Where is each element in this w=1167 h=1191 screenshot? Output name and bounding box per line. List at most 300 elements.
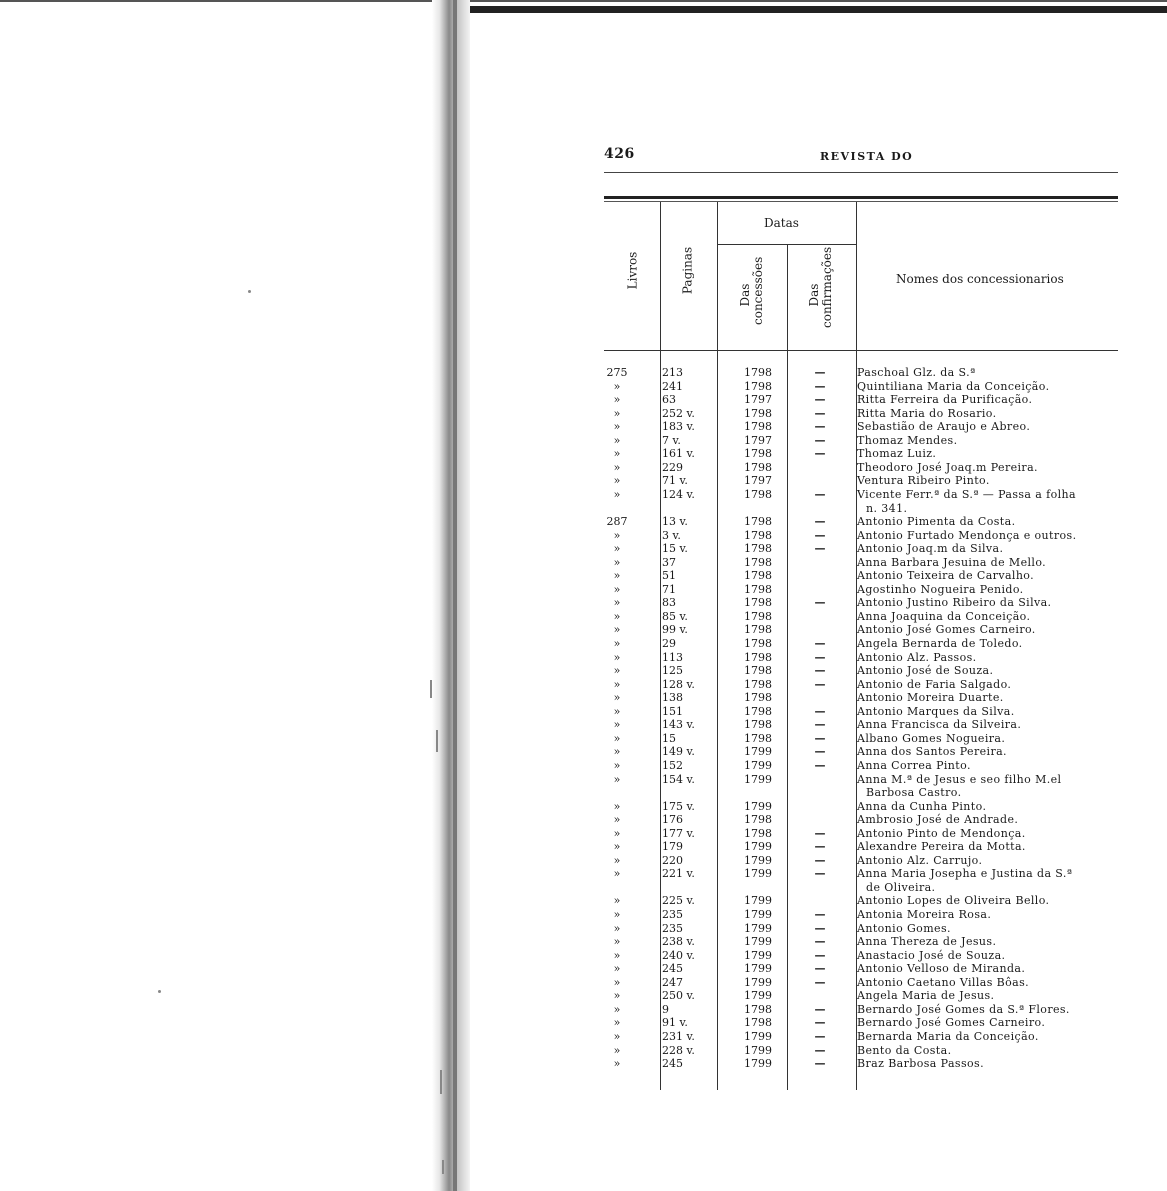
cell-livro: » — [613, 826, 621, 840]
cell-nome: Anna Maria Josepha e Justina da S.ª — [857, 867, 1073, 881]
table-row — [604, 678, 1118, 692]
table-row — [604, 840, 1118, 854]
cell-pagina: 3 v. — [662, 528, 681, 542]
cell-concessao: 1799 — [744, 962, 772, 976]
scan-top-edge — [0, 0, 1167, 2]
cell-livro: » — [613, 569, 621, 583]
cell-livro: » — [613, 853, 621, 867]
cell-livro: » — [613, 704, 621, 718]
cell-nome: Antonio Velloso de Miranda. — [857, 962, 1026, 976]
cell-pagina: 245 — [662, 962, 683, 976]
table-row — [604, 596, 1118, 610]
cell-nome: Angela Maria de Jesus. — [857, 989, 995, 1003]
cell-livro: » — [613, 420, 621, 434]
cell-livro: » — [613, 609, 621, 623]
cell-concessao: 1798 — [744, 487, 772, 501]
cell-confirmacao: — — [814, 935, 826, 949]
cell-nome: Vicente Ferr.ª da S.ª — Passa a folha — [857, 487, 1076, 501]
cell-confirmacao: — — [814, 1057, 826, 1071]
cell-livro: 275 — [606, 366, 628, 379]
table-row — [604, 1057, 1118, 1071]
cell-livro: » — [613, 650, 621, 664]
cell-pagina: 125 — [662, 664, 683, 678]
cell-pagina: 238 v. — [662, 935, 695, 949]
cell-concessao: 1799 — [744, 989, 772, 1003]
table-row — [604, 651, 1118, 665]
cell-nome: Antonio Furtado Mendonça e outros. — [857, 528, 1077, 542]
cell-confirmacao: — — [814, 528, 826, 542]
cell-concessao: 1798 — [744, 718, 772, 732]
header-rule — [604, 172, 1118, 173]
cell-livro: » — [613, 582, 621, 596]
scan-top-border — [440, 6, 1167, 13]
cell-livro: » — [613, 758, 621, 772]
cell-confirmacao: — — [814, 948, 826, 962]
cell-pagina: 85 v. — [662, 609, 688, 623]
running-title: REVISTA DO — [820, 150, 914, 163]
table-row — [604, 976, 1118, 990]
cell-livro: 287 — [606, 515, 628, 529]
cell-nome: Antonio Pinto de Mendonça. — [857, 826, 1026, 840]
cell-concessao: 1798 — [744, 528, 772, 542]
cell-concessao: 1798 — [744, 582, 772, 596]
cell-livro: » — [613, 989, 621, 1003]
cell-pagina: 231 v. — [662, 1029, 695, 1043]
cell-concessao: 1798 — [744, 460, 772, 474]
cell-concessao: 1798 — [744, 691, 772, 705]
cell-nome: Sebastião de Araujo e Abreo. — [857, 420, 1031, 434]
cell-livro: » — [613, 975, 621, 989]
table-row — [604, 962, 1118, 976]
table-row — [604, 474, 1118, 488]
table-row — [604, 434, 1118, 448]
cell-confirmacao: — — [814, 962, 826, 976]
datas-subrule — [717, 244, 856, 245]
cell-nome: Anna da Cunha Pinto. — [857, 799, 987, 813]
cell-confirmacao: — — [814, 542, 826, 556]
cell-nome: Anna Francisca da Silveira. — [857, 718, 1022, 732]
cell-livro: » — [613, 908, 621, 921]
cell-confirmacao: — — [814, 1002, 826, 1016]
cell-nome: Ritta Maria do Rosario. — [857, 406, 997, 420]
cell-pagina: 113 — [662, 650, 683, 664]
cell-pagina: 29 — [662, 637, 676, 650]
cell-nome: Antonio Lopes de Oliveira Bello. — [857, 894, 1050, 908]
table-row — [604, 515, 1118, 529]
cell-confirmacao: — — [814, 745, 826, 759]
cell-nome: Antonio José de Souza. — [857, 664, 994, 678]
table-row — [604, 732, 1118, 746]
cell-livro: » — [613, 623, 621, 637]
cell-nome: Anna Barbara Jesuina de Mello. — [857, 555, 1047, 569]
cell-livro: » — [613, 772, 621, 786]
cell-concessao: 1798 — [744, 677, 772, 691]
cell-pagina: 91 v. — [662, 1016, 688, 1030]
cell-confirmacao: — — [814, 447, 826, 461]
cell-pagina: 225 v. — [662, 894, 695, 908]
table-row — [604, 610, 1118, 624]
cell-concessao: 1797 — [744, 393, 772, 407]
cell-concessao: 1799 — [744, 1043, 772, 1057]
cell-confirmacao: — — [814, 596, 826, 610]
cell-pagina: 37 — [662, 555, 676, 569]
cell-livro: » — [613, 677, 621, 691]
cell-nome: Ambrosio José de Andrade. — [857, 813, 1019, 827]
cell-confirmacao: — — [814, 1029, 826, 1043]
cell-concessao: 1797 — [744, 474, 772, 488]
cell-confirmacao: — — [814, 826, 826, 840]
cell-livro: » — [613, 379, 621, 393]
cell-nome: Anna Thereza de Jesus. — [857, 935, 997, 949]
table-row — [604, 827, 1118, 841]
cell-pagina: 220 — [662, 853, 683, 867]
table-row — [604, 1044, 1118, 1058]
cell-confirmacao: — — [814, 379, 826, 393]
cell-pagina: 213 — [662, 366, 683, 379]
table-row — [604, 393, 1118, 407]
cell-pagina: 247 — [662, 975, 683, 989]
table-row — [604, 894, 1118, 908]
cell-livro: » — [613, 962, 621, 976]
cell-nome: Antonio Caetano Villas Bôas. — [857, 975, 1030, 989]
header-datas: Datas — [764, 216, 799, 230]
cell-concessao: 1798 — [744, 609, 772, 623]
cell-confirmacao: — — [814, 393, 826, 407]
cell-concessao: 1799 — [744, 745, 772, 759]
table-row — [604, 935, 1118, 949]
cell-livro: » — [613, 487, 621, 501]
cell-nome: Braz Barbosa Passos. — [857, 1057, 984, 1071]
cell-pagina: 99 v. — [662, 623, 688, 637]
cell-nome: Anna dos Santos Pereira. — [857, 745, 1007, 759]
cell-livro: » — [613, 1029, 621, 1043]
cell-concessao: 1799 — [744, 758, 772, 772]
cell-livro: » — [613, 460, 621, 474]
table-top-rule — [604, 196, 1118, 199]
table-row — [604, 637, 1118, 651]
cell-concessao: 1798 — [744, 515, 772, 529]
cell-concessao: 1798 — [744, 704, 772, 718]
cell-livro: » — [613, 1057, 621, 1071]
table-row — [604, 366, 1118, 380]
cell-confirmacao: — — [814, 406, 826, 420]
cell-confirmacao: — — [814, 908, 826, 921]
cell-confirmacao: — — [814, 433, 826, 447]
table-row — [604, 529, 1118, 543]
cell-livro: » — [613, 555, 621, 569]
cell-livro: » — [613, 664, 621, 678]
cell-livro: » — [613, 935, 621, 949]
cell-pagina: 13 v. — [662, 515, 688, 529]
cell-livro: » — [613, 1016, 621, 1030]
cell-livro: » — [613, 691, 621, 705]
cell-confirmacao: — — [814, 704, 826, 718]
cell-nome: Anna M.ª de Jesus e seo filho M.el — [857, 772, 1062, 786]
cell-pagina: 161 v. — [662, 447, 695, 461]
cell-pagina: 228 v. — [662, 1043, 695, 1057]
cell-nome-continuation: n. 341. — [866, 501, 908, 515]
scan-edge-mark — [442, 1160, 444, 1174]
cell-nome-continuation: Barbosa Castro. — [866, 786, 962, 800]
cell-pagina: 15 — [662, 731, 676, 745]
cell-concessao: 1799 — [744, 1057, 772, 1071]
cell-concessao: 1798 — [744, 731, 772, 745]
cell-nome: Bento da Costa. — [857, 1043, 952, 1057]
table-row — [604, 420, 1118, 434]
cell-concessao: 1798 — [744, 664, 772, 678]
table-row — [604, 813, 1118, 827]
cell-livro: » — [613, 718, 621, 732]
cell-pagina: 229 — [662, 460, 683, 474]
table-row — [604, 447, 1118, 461]
table-row — [604, 759, 1118, 773]
cell-concessao: 1798 — [744, 813, 772, 827]
cell-pagina: 151 — [662, 704, 683, 718]
cell-livro: » — [613, 799, 621, 813]
table-row — [604, 1003, 1118, 1017]
cell-nome: Anastacio José de Souza. — [857, 948, 1006, 962]
cell-nome: Anna Joaquina da Conceição. — [857, 609, 1031, 623]
cell-pagina: 235 — [662, 908, 683, 921]
cell-confirmacao: — — [814, 975, 826, 989]
header-livros: Livros — [625, 251, 640, 290]
cell-livro: » — [613, 528, 621, 542]
table-row — [604, 705, 1118, 719]
cell-pagina: 63 — [662, 393, 676, 407]
cell-concessao: 1798 — [744, 555, 772, 569]
cell-concessao: 1799 — [744, 867, 772, 881]
cell-nome: Bernardo José Gomes Carneiro. — [857, 1016, 1046, 1030]
cell-nome: Angela Bernarda de Toledo. — [857, 637, 1023, 650]
cell-nome: Albano Gomes Nogueira. — [857, 731, 1006, 745]
cell-nome: Antonio José Gomes Carneiro. — [857, 623, 1036, 637]
cell-nome: Antonio Alz. Carrujo. — [857, 853, 983, 867]
cell-pagina: 240 v. — [662, 948, 695, 962]
cell-pagina: 138 — [662, 691, 683, 705]
cell-nome: Theodoro José Joaq.m Pereira. — [857, 460, 1038, 474]
cell-nome-continuation: de Oliveira. — [866, 880, 936, 894]
cell-pagina: 128 v. — [662, 677, 695, 691]
table-top-rule-thin — [604, 201, 1118, 202]
cell-nome: Alexandre Pereira da Motta. — [857, 840, 1026, 854]
table-row — [604, 1016, 1118, 1030]
cell-confirmacao: — — [814, 758, 826, 772]
cell-livro: » — [613, 948, 621, 962]
cell-livro: » — [613, 813, 621, 827]
cell-pagina: 175 v. — [662, 799, 695, 813]
cell-nome: Antonio Marques da Silva. — [857, 704, 1015, 718]
cell-confirmacao: — — [814, 515, 826, 529]
cell-livro: » — [613, 596, 621, 610]
cell-pagina: 71 — [662, 582, 676, 596]
cell-confirmacao: — — [814, 840, 826, 854]
cell-nome: Bernarda Maria da Conceição. — [857, 1029, 1039, 1043]
cell-concessao: 1798 — [744, 406, 772, 420]
cell-nome: Thomaz Mendes. — [857, 433, 958, 447]
cell-pagina: 252 v. — [662, 406, 695, 420]
table-row — [604, 583, 1118, 597]
scan-edge-mark — [430, 680, 432, 698]
cell-concessao: 1798 — [744, 366, 772, 379]
cell-concessao: 1799 — [744, 921, 772, 935]
cell-pagina: 124 v. — [662, 487, 695, 501]
cell-nome: Paschoal Glz. da S.ª — [857, 366, 976, 379]
header-bottom-rule — [604, 350, 1118, 351]
cell-pagina: 143 v. — [662, 718, 695, 732]
cell-concessao: 1799 — [744, 948, 772, 962]
cell-pagina: 245 — [662, 1057, 683, 1071]
cell-concessao: 1799 — [744, 908, 772, 921]
cell-pagina: 250 v. — [662, 989, 695, 1003]
cell-confirmacao: — — [814, 853, 826, 867]
cell-pagina: 152 — [662, 758, 683, 772]
cell-nome: Antonio Joaq.m da Silva. — [857, 542, 1004, 556]
header-nomes: Nomes dos concessionarios — [896, 272, 1064, 286]
cell-concessao: 1799 — [744, 853, 772, 867]
table-row — [604, 745, 1118, 759]
table-row — [604, 542, 1118, 556]
cell-livro: » — [613, 894, 621, 908]
cell-nome: Ventura Ribeiro Pinto. — [857, 474, 990, 488]
cell-livro: » — [613, 1043, 621, 1057]
table-row — [604, 922, 1118, 936]
cell-pagina: 83 — [662, 596, 676, 610]
table-row — [604, 569, 1118, 583]
table-row — [604, 488, 1118, 502]
cell-concessao: 1798 — [744, 596, 772, 610]
cell-nome: Antonio Alz. Passos. — [857, 650, 977, 664]
cell-concessao: 1799 — [744, 975, 772, 989]
cell-concessao: 1798 — [744, 826, 772, 840]
cell-concessao: 1799 — [744, 894, 772, 908]
header-paginas: Paginas — [680, 246, 695, 295]
cell-livro: » — [613, 840, 621, 854]
cell-pagina: 7 v. — [662, 433, 681, 447]
cell-concessao: 1798 — [744, 637, 772, 650]
cell-livro: » — [613, 867, 621, 881]
cell-pagina: 149 v. — [662, 745, 695, 759]
cell-nome: Antonio Pimenta da Costa. — [857, 515, 1016, 529]
table-row — [604, 691, 1118, 705]
table-row — [604, 989, 1118, 1003]
cell-nome: Thomaz Luiz. — [857, 447, 937, 461]
cell-nome: Antonia Moreira Rosa. — [857, 908, 992, 921]
cell-confirmacao: — — [814, 677, 826, 691]
table-row — [604, 1030, 1118, 1044]
cell-pagina: 71 v. — [662, 474, 688, 488]
cell-pagina: 179 — [662, 840, 683, 854]
table-row — [604, 623, 1118, 637]
cell-concessao: 1798 — [744, 1016, 772, 1030]
cell-concessao: 1798 — [744, 623, 772, 637]
cell-nome: Antonio Teixeira de Carvalho. — [857, 569, 1035, 583]
page-number: 426 — [604, 146, 635, 162]
cell-livro: » — [613, 921, 621, 935]
cell-concessao: 1799 — [744, 799, 772, 813]
cell-confirmacao: — — [814, 867, 826, 881]
cell-concessao: 1799 — [744, 935, 772, 949]
cell-nome: Anna Correa Pinto. — [857, 758, 971, 772]
cell-concessao: 1798 — [744, 542, 772, 556]
book-gutter — [432, 0, 470, 1191]
cell-concessao: 1798 — [744, 379, 772, 393]
table-row — [604, 461, 1118, 475]
cell-pagina: 154 v. — [662, 772, 695, 786]
table-row — [604, 854, 1118, 868]
cell-nome: Antonio Justino Ribeiro da Silva. — [857, 596, 1052, 610]
cell-livro: » — [613, 542, 621, 556]
cell-concessao: 1799 — [744, 772, 772, 786]
cell-concessao: 1797 — [744, 433, 772, 447]
cell-nome: Antonio Moreira Duarte. — [857, 691, 1004, 705]
cell-pagina: 176 — [662, 813, 683, 827]
scan-speck — [248, 290, 251, 293]
table-row — [604, 664, 1118, 678]
cell-confirmacao: — — [814, 664, 826, 678]
cell-livro: » — [613, 474, 621, 488]
scan-edge-mark — [436, 730, 438, 752]
document-page — [604, 140, 1118, 1090]
cell-nome: Ritta Ferreira da Purificação. — [857, 393, 1033, 407]
cell-confirmacao: — — [814, 921, 826, 935]
cell-livro: » — [613, 1002, 621, 1016]
scan-speck — [158, 990, 161, 993]
cell-pagina: 221 v. — [662, 867, 695, 881]
header-das-confirmacoes: Das confirmações — [807, 246, 834, 328]
cell-pagina: 15 v. — [662, 542, 688, 556]
cell-confirmacao: — — [814, 718, 826, 732]
cell-livro: » — [613, 433, 621, 447]
cell-nome: Antonio Gomes. — [857, 921, 951, 935]
table-row — [604, 556, 1118, 570]
cell-livro: » — [613, 393, 621, 407]
table-row — [604, 380, 1118, 394]
cell-confirmacao: — — [814, 650, 826, 664]
cell-livro: » — [613, 745, 621, 759]
table-row — [604, 773, 1118, 787]
cell-livro: » — [613, 731, 621, 745]
table-row — [604, 867, 1118, 881]
cell-confirmacao: — — [814, 366, 826, 379]
scan-edge-mark — [440, 1070, 442, 1094]
cell-pagina: 51 — [662, 569, 676, 583]
cell-confirmacao: — — [814, 1016, 826, 1030]
cell-nome: Agostinho Nogueira Penido. — [857, 582, 1024, 596]
cell-confirmacao: — — [814, 731, 826, 745]
cell-pagina: 183 v. — [662, 420, 695, 434]
header-das-concessoes: Das concessões — [738, 256, 765, 325]
cell-confirmacao: — — [814, 637, 826, 650]
cell-livro: » — [613, 447, 621, 461]
table-row — [604, 718, 1118, 732]
cell-nome: Bernardo José Gomes da S.ª Flores. — [857, 1002, 1070, 1016]
table-row — [604, 800, 1118, 814]
cell-concessao: 1798 — [744, 650, 772, 664]
cell-confirmacao: — — [814, 487, 826, 501]
cell-nome: Antonio de Faria Salgado. — [857, 677, 1012, 691]
cell-pagina: 241 — [662, 379, 683, 393]
cell-nome: Quintiliana Maria da Conceição. — [857, 379, 1050, 393]
cell-concessao: 1799 — [744, 1029, 772, 1043]
cell-pagina: 9 — [662, 1002, 669, 1016]
book-spine — [453, 0, 457, 1191]
cell-concessao: 1798 — [744, 420, 772, 434]
cell-pagina: 235 — [662, 921, 683, 935]
cell-confirmacao: — — [814, 420, 826, 434]
cell-concessao: 1798 — [744, 1002, 772, 1016]
cell-confirmacao: — — [814, 1043, 826, 1057]
cell-concessao: 1798 — [744, 447, 772, 461]
